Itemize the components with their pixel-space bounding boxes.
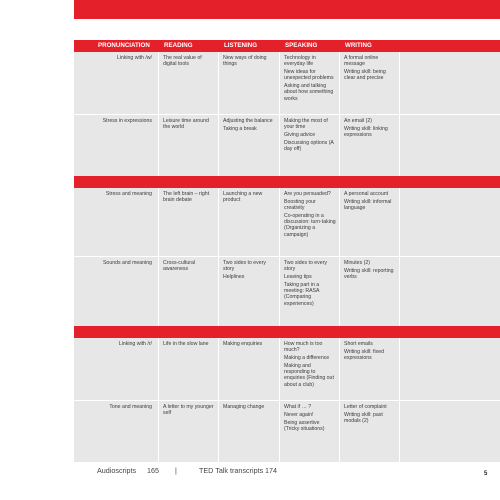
speaking-entry: Making a difference bbox=[284, 355, 330, 362]
speaking-entry: What if … ? bbox=[284, 404, 312, 410]
pronunciation-entry: Tone and meaning bbox=[109, 404, 152, 410]
speaking-entry: Co-operating in a discussion: turn-taking (Organizing a campaign) bbox=[284, 213, 336, 238]
speaking-entry: Leaving tips bbox=[284, 274, 312, 281]
speaking-cell bbox=[279, 115, 339, 176]
writing-entry: Writing skill: fixed expressions bbox=[344, 349, 384, 362]
listening-cell bbox=[218, 115, 279, 176]
section-divider bbox=[74, 326, 500, 338]
footer bbox=[0, 466, 500, 480]
contents-table bbox=[74, 40, 500, 462]
listening-entry: Launching a new product bbox=[223, 191, 263, 204]
writing-entry: A personal account bbox=[344, 191, 389, 197]
pronunciation-entry: Stress and meaning bbox=[105, 191, 152, 197]
pronunciation-cell bbox=[74, 188, 158, 256]
header-listening: LISTENING bbox=[224, 42, 258, 49]
speaking-cell bbox=[279, 401, 339, 462]
speaking-entry: Being assertive (Tricky situations) bbox=[284, 420, 325, 433]
speaking-entry: Technology in everyday life bbox=[284, 55, 316, 68]
writing-cell bbox=[339, 52, 399, 114]
header-pronunciation: PRONUNCIATION bbox=[98, 42, 150, 49]
listening-cell bbox=[218, 52, 279, 114]
speaking-cell bbox=[279, 338, 339, 400]
reading-entry: The left brain – right brain debate bbox=[163, 191, 210, 204]
writing-entry: Writing skill: reporting verbs bbox=[344, 268, 394, 281]
empty-cell bbox=[399, 257, 500, 326]
audioscripts-label: Audioscripts bbox=[97, 466, 137, 475]
header-speaking: SPEAKING bbox=[285, 42, 318, 49]
speaking-entry: Making and responding to enquiries (Finding out about a club) bbox=[284, 363, 334, 388]
writing-entry: Writing skill: linking expressions bbox=[344, 126, 388, 139]
listening-cell bbox=[218, 401, 279, 462]
reading-cell bbox=[158, 401, 218, 462]
table-row bbox=[74, 188, 500, 256]
reading-cell bbox=[158, 188, 218, 256]
speaking-entry: Making the most of your time bbox=[284, 118, 328, 131]
writing-cell bbox=[339, 188, 399, 256]
listening-entry: Taking a break bbox=[223, 126, 257, 133]
speaking-entry: Are you persuaded? bbox=[284, 191, 331, 197]
audioscripts-page: 165 bbox=[147, 466, 159, 475]
pronunciation-entry: Linking with /r/ bbox=[118, 341, 152, 347]
speaking-cell bbox=[279, 188, 339, 256]
section-divider bbox=[74, 176, 500, 188]
empty-cell bbox=[399, 188, 500, 256]
header-reading: READING bbox=[164, 42, 193, 49]
reading-entry: Life in the slow lane bbox=[163, 341, 209, 347]
reading-cell bbox=[158, 338, 218, 400]
header-writing: WRITING bbox=[345, 42, 372, 49]
table-row bbox=[74, 256, 500, 326]
pronunciation-cell bbox=[74, 52, 158, 114]
pronunciation-cell bbox=[74, 257, 158, 326]
writing-cell bbox=[339, 257, 399, 326]
writing-cell bbox=[339, 338, 399, 400]
writing-entry: Short emails bbox=[344, 341, 373, 347]
reading-cell bbox=[158, 257, 218, 326]
empty-cell bbox=[399, 52, 500, 114]
pronunciation-cell bbox=[74, 338, 158, 400]
writing-entry: Writing skill: past modals (2) bbox=[344, 412, 383, 425]
top-red-banner bbox=[74, 0, 500, 19]
writing-entry: Minutes (2) bbox=[344, 260, 370, 266]
writing-entry: Writing skill: informal language bbox=[344, 199, 392, 212]
listening-entry: Adjusting the balance bbox=[223, 118, 273, 124]
writing-cell bbox=[339, 401, 399, 462]
speaking-entry: Boosting your creativity bbox=[284, 199, 316, 212]
empty-cell bbox=[399, 401, 500, 462]
speaking-cell bbox=[279, 52, 339, 114]
writing-cell bbox=[339, 115, 399, 176]
table-row bbox=[74, 338, 500, 400]
page-number: 5 bbox=[484, 471, 488, 477]
empty-cell bbox=[399, 115, 500, 176]
reading-cell bbox=[158, 115, 218, 176]
listening-cell bbox=[218, 338, 279, 400]
reading-entry: Cross-cultural awareness bbox=[163, 260, 195, 273]
writing-entry: An email (2) bbox=[344, 118, 372, 124]
table-row bbox=[74, 114, 500, 176]
pronunciation-entry: Linking with /w/ bbox=[116, 55, 152, 61]
listening-entry: Two sides to every story bbox=[223, 260, 266, 273]
listening-cell bbox=[218, 257, 279, 326]
speaking-entry: How much is too much? bbox=[284, 341, 323, 354]
reading-entry: A letter to my younger self bbox=[163, 404, 214, 417]
table-header bbox=[74, 40, 500, 52]
ted-transcripts-label: TED Talk transcripts bbox=[199, 466, 264, 475]
writing-entry: Writing skill: being clear and precise bbox=[344, 69, 386, 82]
speaking-cell bbox=[279, 257, 339, 326]
speaking-entry: Giving advice bbox=[284, 132, 316, 139]
listening-cell bbox=[218, 188, 279, 256]
speaking-entry: Two sides to every story bbox=[284, 260, 327, 273]
pronunciation-cell bbox=[74, 401, 158, 462]
footer-separator: | bbox=[175, 466, 177, 475]
speaking-entry: Never again! bbox=[284, 412, 314, 419]
unit-section bbox=[74, 338, 500, 462]
reading-entry: The real value of digital tools bbox=[163, 55, 202, 68]
table-row bbox=[74, 400, 500, 462]
listening-entry: Managing change bbox=[223, 404, 265, 410]
listening-entry: New ways of doing things bbox=[223, 55, 267, 68]
table-body bbox=[74, 52, 500, 462]
listening-entry: Making enquiries bbox=[223, 341, 263, 347]
unit-section bbox=[74, 188, 500, 326]
speaking-entry: New ideas for unexpected problems bbox=[284, 69, 334, 82]
speaking-entry: Taking part in a meeting: RASA (Comparing experiences) bbox=[284, 282, 320, 307]
table-row bbox=[74, 52, 500, 114]
ted-transcripts-page: 174 bbox=[265, 466, 277, 475]
listening-entry: Helplines bbox=[223, 274, 245, 281]
pronunciation-entry: Stress in expressions bbox=[102, 118, 152, 124]
writing-entry: A formal online message bbox=[344, 55, 379, 68]
empty-cell bbox=[399, 338, 500, 400]
pronunciation-entry: Sounds and meaning bbox=[102, 260, 152, 266]
speaking-entry: Discussing options (A day off) bbox=[284, 140, 334, 153]
unit-section bbox=[74, 52, 500, 176]
speaking-entry: Asking and talking about how something works bbox=[284, 83, 334, 102]
reading-entry: Leisure time around the world bbox=[163, 118, 209, 131]
reading-cell bbox=[158, 52, 218, 114]
writing-entry: Letter of complaint bbox=[344, 404, 387, 410]
pronunciation-cell bbox=[74, 115, 158, 176]
